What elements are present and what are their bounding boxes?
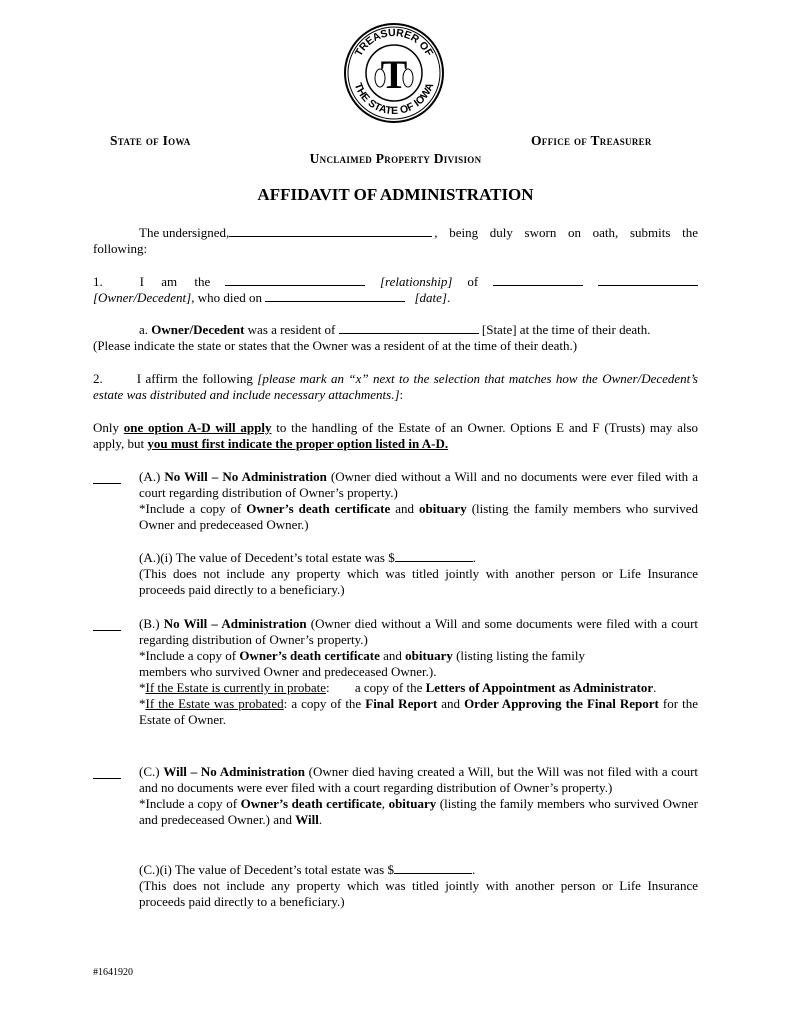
option-a-include-post: (listing the family members who survived Owner and predeceased Owner.) (139, 501, 699, 532)
option-b-probate-colon: : (326, 680, 330, 695)
resident-state-blank[interactable] (339, 322, 479, 334)
option-a-include-pre: *Include a copy of (139, 501, 242, 516)
item-2 (93, 371, 698, 403)
option-b-include-pre: *Include a copy of (139, 648, 237, 663)
date-label: [date] (414, 290, 447, 305)
item-1 (93, 274, 698, 306)
treasurer-seal (343, 22, 445, 124)
item-1a-line2: (Please indicate the state or states that the Owner was a resident of at the time of their death.) (93, 338, 578, 353)
relationship-blank[interactable] (225, 274, 365, 286)
owner-decedent-label: [Owner/Decedent] (93, 290, 192, 305)
item-1-of: of (467, 274, 479, 289)
option-c-estate-note: (This does not include any property which was titled jointly with another person or Life Insurance proceeds paid directly to a beneficiary.) (139, 878, 698, 909)
seal-bottom-text: THE STATE OF IOWA (351, 81, 437, 118)
option-a-sub-end: . (472, 550, 476, 565)
option-c-estate-value-blank[interactable] (394, 862, 472, 874)
option-a-checkbox-line[interactable] (93, 482, 121, 484)
option-b-title: No Will – Administration (163, 616, 307, 631)
document-title: AFFIDAVIT OF ADMINISTRATION (257, 185, 534, 204)
header-state: State of Iowa (110, 133, 191, 148)
option-b-include-post-2: members who survived Owner and predeceased Owner.). (139, 664, 437, 679)
option-b-death-certificate: Owner’s death certificate (239, 648, 380, 663)
option-a-and: and (395, 501, 415, 516)
option-a-death-certificate: Owner’s death certificate (246, 501, 391, 516)
option-a-obituary: obituary (419, 501, 467, 516)
death-date-blank[interactable] (265, 290, 405, 302)
owner-name-blank-1[interactable] (493, 274, 583, 286)
item-1a-prefix: a. (139, 322, 149, 337)
seal-top-text: TREASURER OF (352, 26, 436, 59)
option-a-estate-note: (This does not include any property which was titled jointly with another person or Life Insurance proceeds paid directly to a beneficiary.) (139, 566, 698, 597)
option-b-probate-end: . (653, 680, 657, 695)
option-c-will: Will (295, 812, 319, 827)
only-bold-2: you must first indicate the proper option listed in A-D. (147, 436, 449, 451)
intro-pre: The undersigned, (139, 225, 230, 240)
relationship-label: [relationship] (379, 274, 453, 289)
option-b-and: and (383, 648, 402, 663)
option-b-include-post-1: (listing listing the family (456, 648, 586, 663)
option-a (139, 469, 698, 533)
header-office: Office of Treasurer (531, 133, 652, 148)
option-c-text: (Owner died having created a Will, but the Will was not filed with a court and no documents were ever filed with a court regarding distribution of Owner’s property.) (139, 764, 699, 795)
option-c-title: Will – No Administration (163, 764, 305, 779)
option-a-label: (A.) (139, 469, 161, 484)
option-b-letters-of-appointment: Letters of Appointment as Administrator (425, 680, 654, 695)
option-c-comma: , (381, 796, 385, 811)
option-b-order-approving: Order Approving the Final Report (464, 696, 659, 711)
header-division: Unclaimed Property Division (309, 151, 482, 166)
item-1a (93, 322, 698, 354)
undersigned-name-blank[interactable] (229, 225, 432, 237)
option-b-probated-and: and (441, 696, 461, 711)
owner-name-blank-2[interactable] (598, 274, 698, 286)
option-c-include-end: . (318, 812, 323, 827)
option-c-include-post: (listing the family members who survived Owner and predeceased Owner.) and (139, 796, 698, 827)
option-c (139, 764, 698, 828)
option-c-estate-value-label: (C.)(i) The value of Decedent’s total estate was $ (139, 862, 394, 877)
option-b-obituary: obituary (405, 648, 453, 663)
option-b-probated: If the Estate was probated (145, 696, 284, 711)
option-c-include-pre: *Include a copy of (139, 796, 238, 811)
option-b: (B.) No Will – Administration (Owner died without a Will and some documents were filed with a court regarding distribution of Owner’s property.) *Include a copy of Owner’s death certificate and obituary (listing listing the family members who survived Owner and predeceased Owner.). *If the Estate is currently in probate: a copy of the Letters of Appointment as Administrator. *If the Estate was probated: a copy of the Final Report and Order Approving the Final Report for the Estate of Owner. (139, 616, 699, 727)
only-one-option-paragraph (93, 420, 698, 452)
intro-paragraph (93, 225, 698, 257)
option-a-text: (Owner died without a Will and no documents were ever filed with a court regarding distribution of Owner’s property.) (139, 469, 699, 500)
item-1a-bold: Owner/Decedent (151, 322, 245, 337)
option-c-checkbox-line[interactable] (93, 777, 121, 779)
only-pre: Only (93, 420, 119, 435)
item-2-text: I affirm the following (136, 371, 253, 386)
option-c-subitem (139, 862, 698, 910)
option-a-subitem (139, 550, 698, 598)
item-1-period: . (446, 290, 451, 305)
intro-post: , being duly sworn on oath, submits the (434, 225, 698, 240)
item-1a-text1: was a resident of (247, 322, 336, 337)
seal-center-letter: T (380, 52, 408, 97)
option-b-probate-current: If the Estate is currently in probate (145, 680, 326, 695)
option-b-text: (Owner died without a Will and some documents were filed with a court regarding distribution of Owner’s property.) (139, 616, 699, 647)
item-2-number: 2. (93, 371, 103, 386)
document-id: #1641920 (93, 967, 133, 978)
option-b-probated-text: : a copy of the (283, 696, 362, 711)
option-c-death-certificate: Owner’s death certificate (240, 796, 382, 811)
item-1a-text2: [State] at the time of their death. (481, 322, 651, 337)
only-bold-1: one option A-D will apply (123, 420, 272, 435)
option-b-checkbox-line[interactable] (93, 629, 121, 631)
item-1-number: 1. (93, 274, 103, 289)
option-a-estate-value-blank[interactable] (395, 550, 473, 562)
item-2-instructions: [please mark an “x” next to the selection that matches how the Owner/Decedent’s estate was distributed and include necessary attachments.] (93, 371, 698, 402)
option-b-probated-end: for the Estate of Owner. (139, 696, 699, 727)
intro-line2: following: (93, 241, 148, 256)
option-b-label: (B.) (139, 616, 160, 631)
item-2-colon: : (399, 387, 404, 402)
option-a-title: No Will – No Administration (164, 469, 327, 484)
option-c-sub-end: . (471, 862, 476, 877)
option-b-final-report: Final Report (365, 696, 438, 711)
option-c-label: (C.) (139, 764, 160, 779)
item-1-i-am-the: I am the (139, 274, 211, 289)
option-a-estate-value-label: (A.)(i) The value of Decedent’s total estate was $ (139, 550, 395, 565)
option-b-probate-text: a copy of the (354, 680, 423, 695)
seal-icon (343, 22, 445, 124)
option-c-obituary: obituary (388, 796, 437, 811)
only-mid: to the handling of the Estate of an Owner. Options E and F (Trusts) may also apply, but (93, 420, 699, 451)
who-died-on: , who died on (191, 290, 262, 305)
